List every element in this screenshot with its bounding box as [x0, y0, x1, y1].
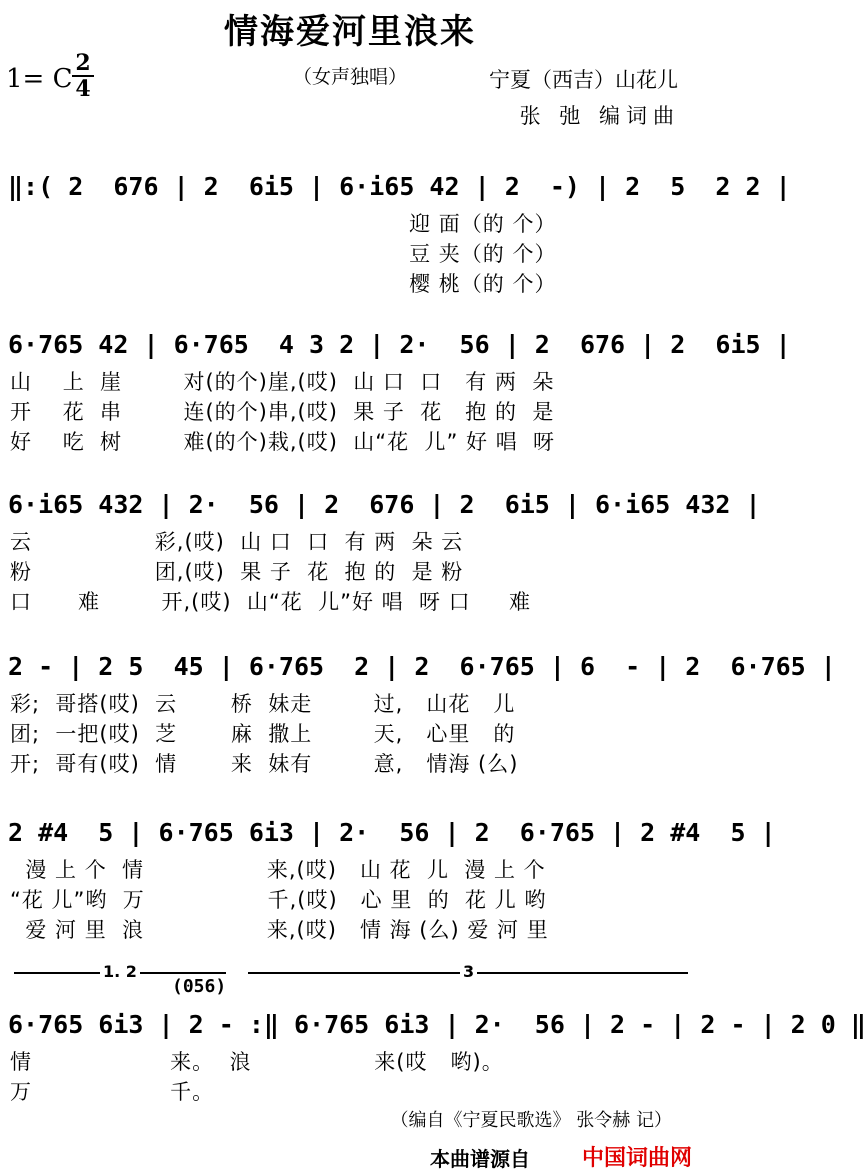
time-signature — [72, 52, 94, 100]
lyric-verse-2: 开 花 串 连(的个)串,(哎) 果 子 花 抱 的 是 — [10, 400, 555, 424]
lyric-verse-1: 彩; 哥搭(哎) 云 桥 妹走 过, 山花 儿 — [10, 692, 516, 716]
performance-note: （女声独唱） — [292, 66, 407, 88]
lyric-verse-2: 粉 团,(哎) 果 子 花 抱 的 是 粉 — [10, 560, 464, 584]
song-origin: 宁夏（西吉）山花儿 — [489, 68, 678, 92]
volta-first-label: 1. 2 — [100, 962, 140, 981]
lyric-verse-2: 万 千。 — [10, 1080, 215, 1104]
footer-label: 本曲谱源自 — [430, 1147, 530, 1171]
time-signature-top: 2 — [75, 50, 91, 76]
lyric-verse-2: “花 儿”哟 万 千,(哎) 心 里 的 花 儿 哟 — [10, 888, 547, 912]
notation-row-4: 2 - | 2 5 45 | 6·765 2 | 2 6·765 | 6 - | 2 6·765 | — [8, 652, 836, 681]
volta-second-label: 3 — [460, 962, 477, 981]
key-signature: 1= C — [6, 64, 73, 94]
lyric-verse-3: 好 吃 树 难(的个)栽,(哎) 山“花 儿” 好 唱 呀 — [10, 430, 556, 454]
lyric-verse-2: 团; 一把(哎) 芝 麻 撒上 天, 心里 的 — [10, 722, 516, 746]
lyric-verse-1: 迎 面（的 个） — [10, 212, 557, 236]
notation-row-5: 2 #4 5 | 6·765 6i3 | 2· 56 | 2 6·765 | 2 #4 5 | — [8, 818, 776, 847]
notation-row-6: 6·765 6i3 | 2 - :‖ 6·765 6i3 | 2· 56 | 2 - | 2 - | 2 0 ‖ — [8, 1010, 866, 1039]
time-signature-bottom: 4 — [75, 76, 91, 102]
lyric-verse-1: 漫 上 个 情 来,(哎) 山 花 儿 漫 上 个 — [10, 858, 546, 882]
pickup-notes: (056) — [172, 976, 227, 997]
lyric-verse-3: 口 难 开,(哎) 山“花 儿”好 唱 呀 口 难 — [10, 590, 532, 614]
song-title: 情海爱河里浪来 — [224, 12, 476, 52]
lyric-verse-3: 爱 河 里 浪 来,(哎) 情 海 (么) 爱 河 里 — [10, 918, 549, 942]
lyric-verse-1: 云 彩,(哎) 山 口 口 有 两 朵 云 — [10, 530, 464, 554]
lyric-verse-1: 情 来。 浪 来(哎 哟)。 — [10, 1050, 504, 1074]
lyric-verse-1: 山 上 崖 对(的个)崖,(哎) 山 口 口 有 两 朵 — [10, 370, 555, 394]
notation-row-2: 6·765 42 | 6·765 4 3 2 | 2· 56 | 2 676 | 2 6i5 | — [8, 330, 791, 359]
lyric-verse-3: 开; 哥有(哎) 情 来 妹有 意, 情海 (么) — [10, 752, 519, 776]
source-note: （编自《宁夏民歌选》 张令赫 记） — [390, 1110, 672, 1131]
notation-row-1: ‖:( 2 676 | 2 6i5 | 6·i65 42 | 2 -) | 2 5 2 2 | — [8, 172, 791, 201]
lyric-verse-3: 樱 桃（的 个） — [10, 272, 557, 296]
composer-credit: 张 弛 编词曲 — [519, 104, 680, 128]
lyric-verse-2: 豆 夹（的 个） — [10, 242, 557, 266]
footer-site: 中国词曲网 — [581, 1146, 692, 1171]
notation-row-3: 6·i65 432 | 2· 56 | 2 676 | 2 6i5 | 6·i65 432 | — [8, 490, 761, 519]
